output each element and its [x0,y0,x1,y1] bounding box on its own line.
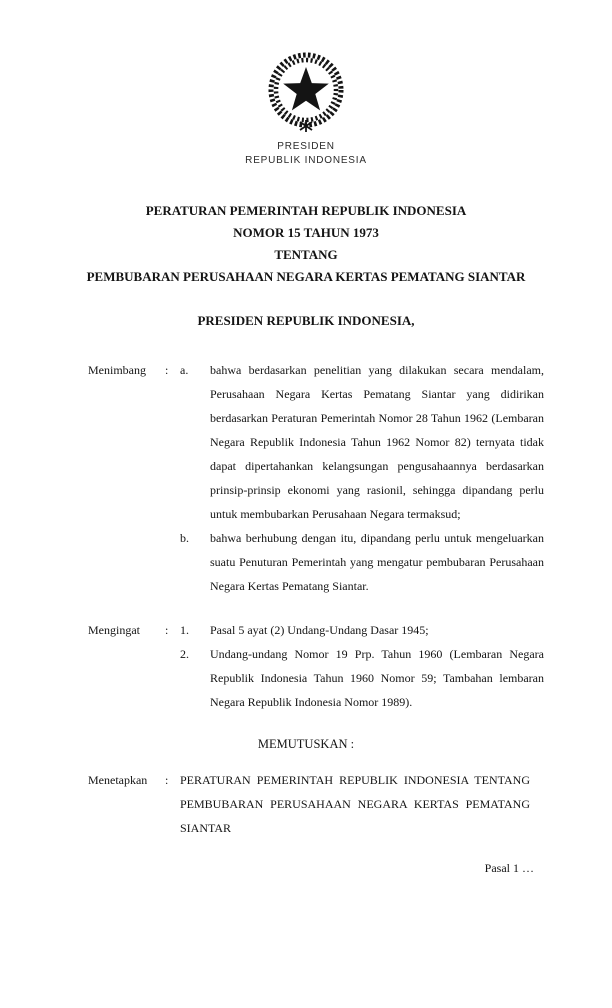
emblem-area [0,0,612,136]
legal-basis-item-1 [88,618,544,642]
title-line-1: PERATURAN PEMERINTAH REPUBLIK INDONESIA [145,203,467,218]
regulation-title [0,200,612,288]
considering-item-a [88,358,544,526]
enacting-section [88,768,530,840]
presidential-emblem [260,52,352,136]
star-icon [283,67,329,110]
considering-item-b [88,526,544,598]
letterhead-republik-indonesia: REPUBLIK INDONESIA [245,155,367,166]
next-page-catchword: Pasal 1 … [484,861,534,875]
item-marker-b: b. [180,531,189,545]
title-line-3: TENTANG [274,247,338,262]
legal-basis-colon: : [165,623,169,637]
considering-section [88,358,544,598]
enacting-colon: : [165,773,169,787]
title-line-2: NOMOR 15 TAHUN 1973 [233,225,379,240]
considering-colon: : [165,363,169,377]
enacting-text: PERATURAN PEMERINTAH REPUBLIK INDONESIA TENTANG PEMBUBARAN PERUSAHAAN NEGARA KERTAS PEMATANG SIANTAR [180,773,530,835]
legal-basis-label: Mengingat [88,623,140,637]
considering-label: Menimbang [88,363,146,377]
item-text-2: Undang-undang Nomor 19 Prp. Tahun 1960 (Lembaran Negara Republik Indonesia Tahun 1960 Nomor 59; Tambahan lembaran Negara Republik Indonesia Nomor 1989). [210,647,544,709]
letterhead [0,140,612,168]
enacting-label: Menetapkan [88,773,148,787]
legal-basis-section [88,618,544,714]
item-text-1: Pasal 5 ayat (2) Undang-Undang Dasar 1945; [210,623,429,637]
decision-heading: MEMUTUSKAN : [257,737,355,751]
legal-basis-item-2 [88,642,544,714]
opening-heading: PRESIDEN REPUBLIK INDONESIA, [197,313,415,328]
item-marker-a: a. [180,363,189,377]
item-text-a: bahwa berdasarkan penelitian yang dilakukan secara mendalam, Perusahaan Negara Kertas Pematang Siantar yang didirikan berdasarkan Peraturan Pemerintah Nomor 28 Tahun 1962 (Lembaran Negara Republik Indonesia Tahun 1962 Nomor 82) ternyata tidak dapat dipertahankan kelangsungan pengusahaannya berdasarkan prinsip-prinsip ekonomi yang rasionil, sehingga dipandang perlu untuk membubarkan Perusahaan Negara termaksud; [210,363,544,521]
letterhead-presiden: PRESIDEN [277,141,335,152]
item-marker-2: 2. [180,647,189,661]
item-text-b: bahwa berhubung dengan itu, dipandang perlu untuk mengeluarkan suatu Penuturan Pemerintah yang mengatur pembubaran Perusahaan Negara Kertas Pematang Siantar. [210,531,544,593]
title-line-4: PEMBUBARAN PERUSAHAAN NEGARA KERTAS PEMATANG SIANTAR [86,269,526,284]
item-marker-1: 1. [180,623,189,637]
